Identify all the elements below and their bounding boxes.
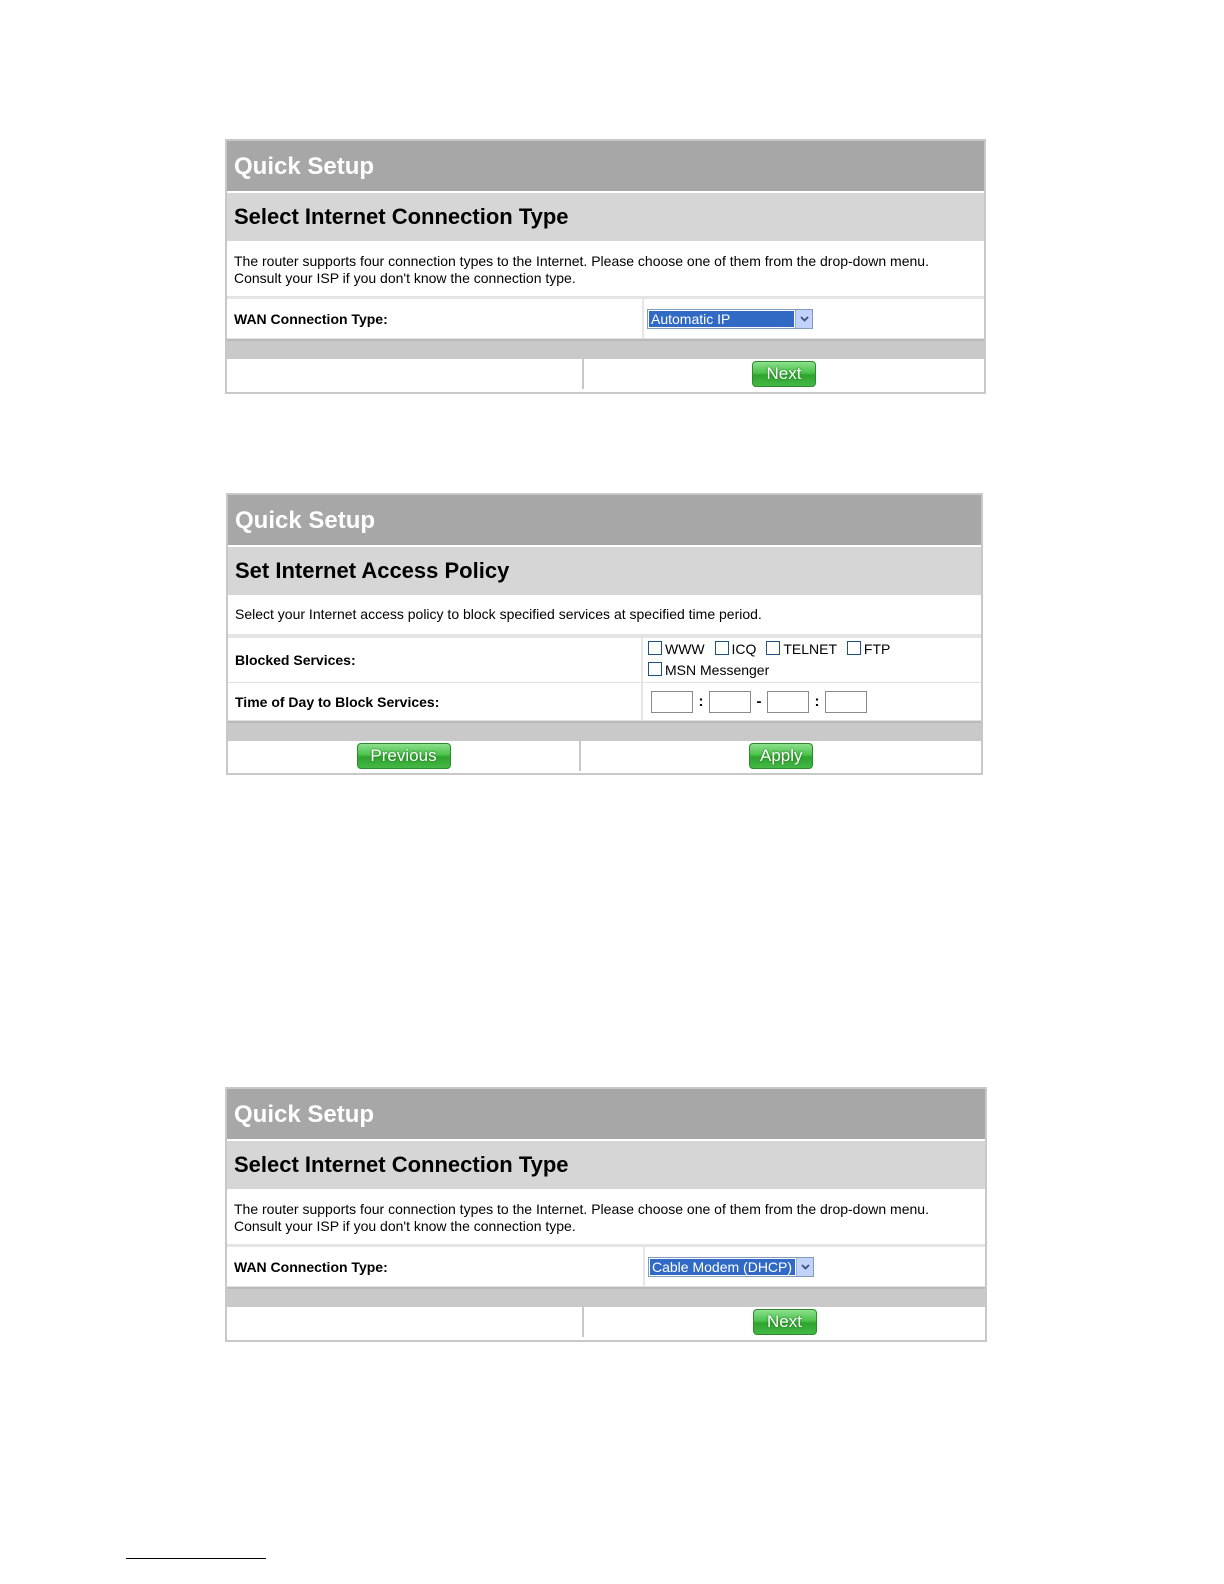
wan-connection-row xyxy=(227,299,984,339)
wan-connection-select[interactable] xyxy=(647,309,813,329)
apply-button[interactable]: Apply xyxy=(749,743,813,769)
panel-subheader: Select Internet Connection Type xyxy=(227,1141,985,1189)
button-row xyxy=(228,741,981,771)
next-button[interactable]: Next xyxy=(752,361,816,387)
button-cell-right xyxy=(584,359,984,389)
service-www-label: WWW xyxy=(665,641,705,657)
time-separator-dash: - xyxy=(756,693,762,710)
time-of-day-row xyxy=(228,683,981,721)
start-hour-input[interactable] xyxy=(651,691,693,713)
services-line-2 xyxy=(648,660,775,681)
wan-connection-select-value: Automatic IP xyxy=(649,311,794,327)
panel-description: Select your Internet access policy to block specified services at specified time period. xyxy=(228,595,981,638)
checkbox-icq[interactable] xyxy=(715,641,729,655)
previous-button[interactable]: Previous xyxy=(357,743,451,769)
service-telnet-label: TELNET xyxy=(783,641,838,657)
wan-connection-field xyxy=(645,1247,985,1286)
chevron-down-icon[interactable] xyxy=(795,310,812,328)
panel-subheader: Select Internet Connection Type xyxy=(227,193,984,241)
service-icq xyxy=(715,641,757,657)
button-row xyxy=(227,359,984,389)
panel-subheader: Set Internet Access Policy xyxy=(228,547,981,595)
button-cell-right xyxy=(581,741,981,771)
quick-setup-panel-connection-type-dhcp xyxy=(225,1087,987,1342)
button-cell-left xyxy=(228,741,581,771)
service-telnet xyxy=(766,641,837,657)
services-line-1 xyxy=(648,639,896,660)
blocked-services-label: Blocked Services: xyxy=(228,638,643,682)
service-msn xyxy=(648,662,769,678)
service-msn-label: MSN Messenger xyxy=(665,662,770,678)
service-www xyxy=(648,641,705,657)
panel-description: The router supports four connection types to the Internet. Please choose one of them from the drop-down menu. Consult your ISP if you don't know the connection type. xyxy=(227,1189,985,1247)
time-of-day-label: Time of Day to Block Services: xyxy=(228,683,643,720)
panel-divider-bar xyxy=(227,339,984,359)
chevron-down-icon[interactable] xyxy=(796,1258,813,1276)
wan-connection-select[interactable] xyxy=(648,1257,814,1277)
panel-header: Quick Setup xyxy=(227,141,984,193)
button-cell-right xyxy=(584,1307,985,1337)
panel-header: Quick Setup xyxy=(228,495,981,547)
wan-connection-row xyxy=(227,1247,985,1287)
time-separator-colon: : xyxy=(698,693,704,710)
time-of-day-field xyxy=(643,683,981,720)
quick-setup-panel-access-policy xyxy=(226,493,983,775)
wan-connection-label: WAN Connection Type: xyxy=(227,299,644,338)
blocked-services-row xyxy=(228,638,981,683)
end-hour-input[interactable] xyxy=(767,691,809,713)
wan-connection-field xyxy=(644,299,984,338)
footnote-separator-line xyxy=(126,1558,266,1559)
checkbox-ftp[interactable] xyxy=(847,641,861,655)
panel-divider-bar xyxy=(228,721,981,741)
checkbox-telnet[interactable] xyxy=(766,641,780,655)
button-cell-left xyxy=(227,359,584,389)
blocked-services-field xyxy=(643,638,981,682)
start-minute-input[interactable] xyxy=(709,691,751,713)
service-ftp xyxy=(847,641,890,657)
time-separator-colon: : xyxy=(814,693,820,710)
service-icq-label: ICQ xyxy=(731,641,757,657)
service-ftp-label: FTP xyxy=(863,641,891,657)
button-cell-left xyxy=(227,1307,584,1337)
end-minute-input[interactable] xyxy=(825,691,867,713)
wan-connection-label: WAN Connection Type: xyxy=(227,1247,645,1286)
button-row xyxy=(227,1307,985,1337)
panel-divider-bar xyxy=(227,1287,985,1307)
panel-header: Quick Setup xyxy=(227,1089,985,1141)
panel-description: The router supports four connection types to the Internet. Please choose one of them from the drop-down menu. Consult your ISP if you don't know the connection type. xyxy=(227,241,984,299)
checkbox-www[interactable] xyxy=(648,641,662,655)
next-button[interactable]: Next xyxy=(753,1309,817,1335)
quick-setup-panel-connection-type xyxy=(225,139,986,394)
wan-connection-select-value: Cable Modem (DHCP) xyxy=(650,1259,795,1275)
checkbox-msn[interactable] xyxy=(648,662,662,676)
